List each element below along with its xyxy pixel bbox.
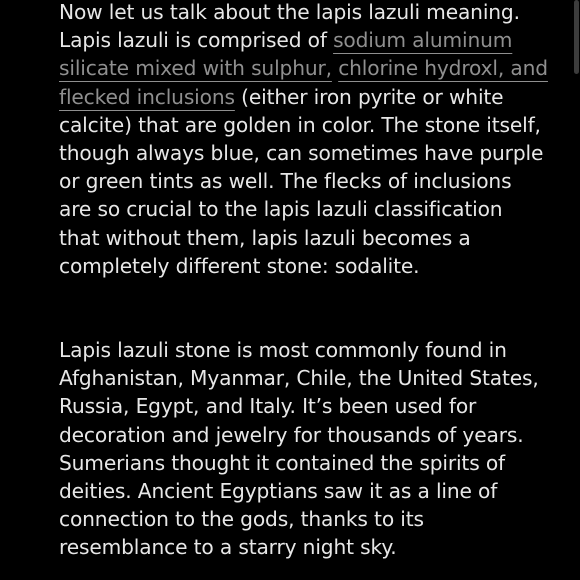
article-body (59, 0, 549, 562)
paragraph-1-body-text: (either iron pyrite or white calcite) that are golden in color. The stone itself, though always blue, can sometimes have purple or green tints as well. The flecks of inclusions are so crucial to the lapis lazuli classification that without them, lapis lazuli becomes a completely different stone: sodalite. (59, 84, 544, 278)
page-scrollbar[interactable] (572, 0, 580, 580)
link-chlorine-hydroxl[interactable]: chlorine hydroxl, and flecked inclusions (59, 56, 548, 109)
scrollbar-thumb[interactable] (574, 0, 579, 74)
paragraph-lapis-origins: Lapis lazuli stone is most commonly found in Afghanistan, Myanmar, Chile, the United States, Russia, Egypt, and Italy. It’s been used for decoration and jewelry for thousands of years. Sumerians thought it contained the spirits of deities. Ancient Egyptians saw it as a line of connection to the gods, thanks to its resemblance to a starry night sky. (59, 338, 539, 560)
link-sodium-aluminum-silicate[interactable]: sodium aluminum silicate mixed with sulphur, (59, 28, 513, 81)
paragraph-lapis-meaning (59, 0, 549, 280)
paragraph-1-intro-text: Now let us talk about the lapis lazuli meaning. Lapis lazuli is comprised of (59, 0, 520, 53)
